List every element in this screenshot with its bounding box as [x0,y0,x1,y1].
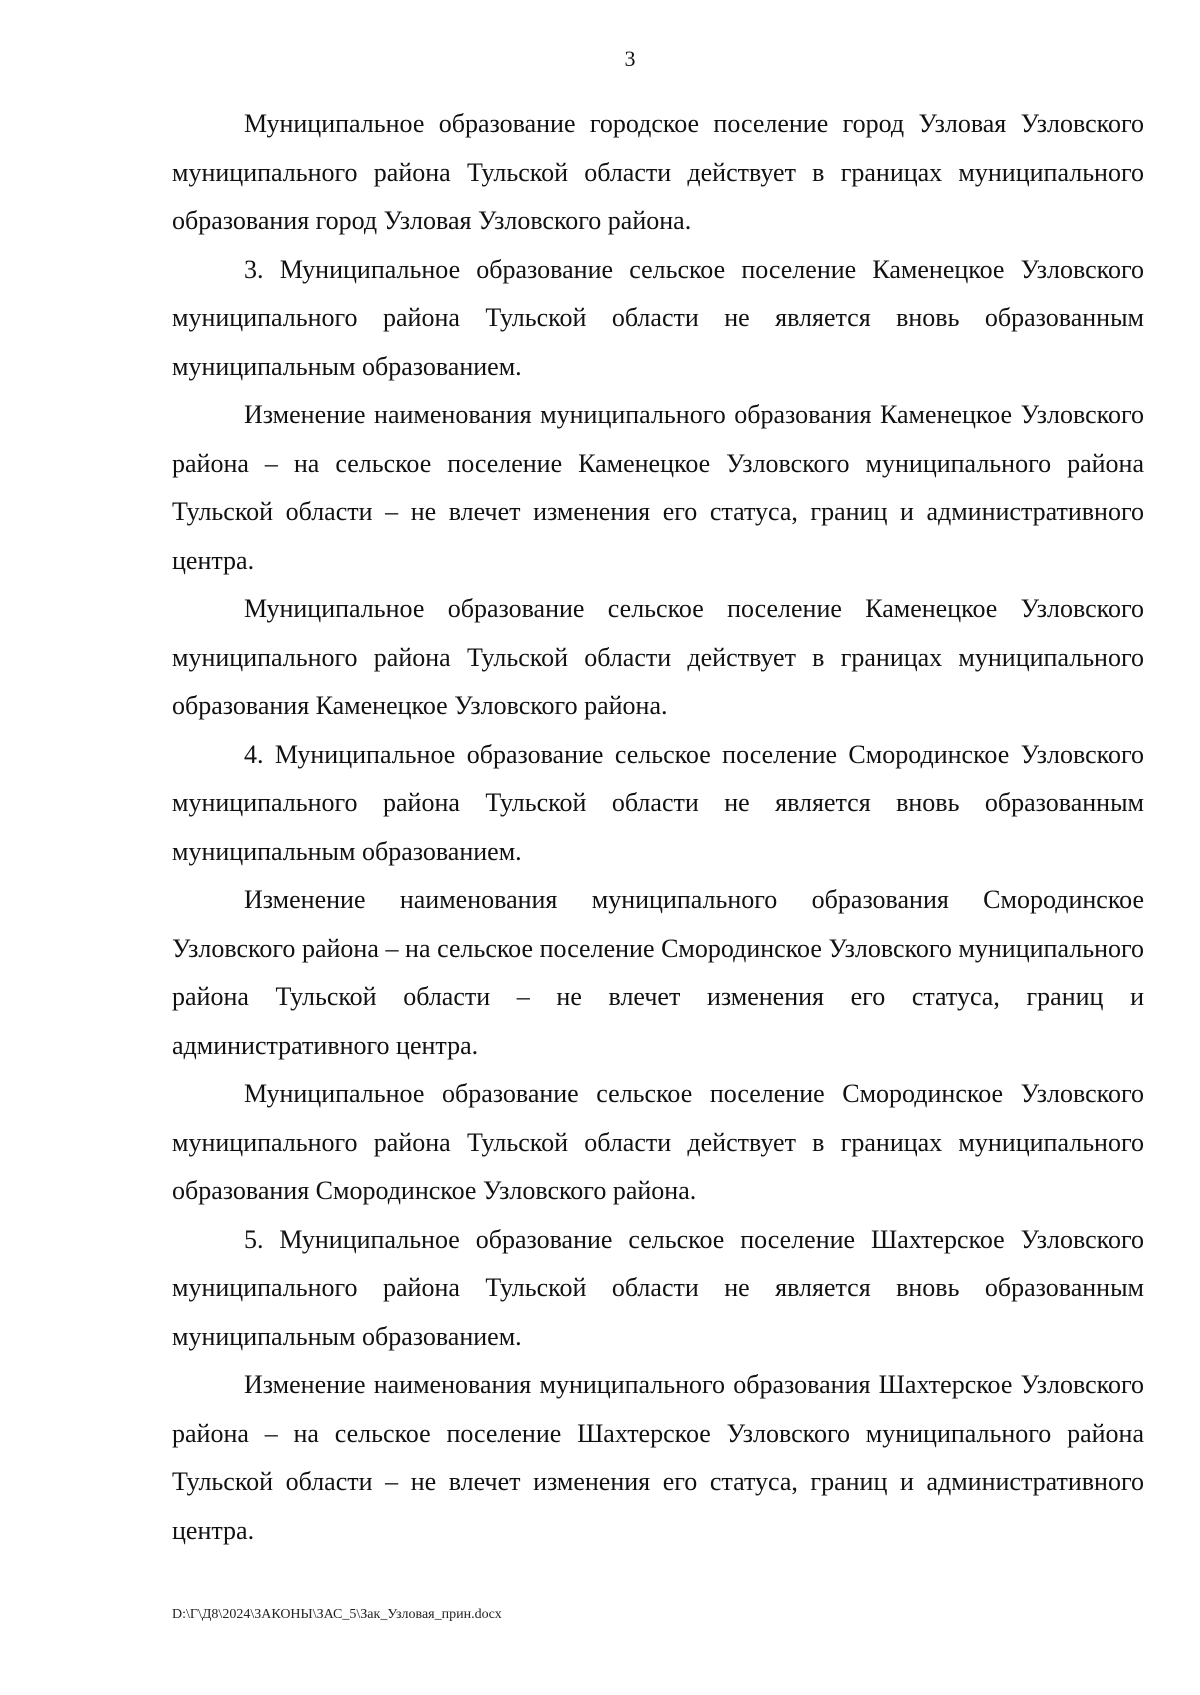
paragraph-item-5-shakhterskoe-status: 5. Муниципальное образование сельское поселение Шахтерское Узловского муниципального района Тульской области не является вновь образованным муниципальным образованием. [172,1224,1144,1351]
paragraph-shakhterskoe-name-change: Изменение наименования муниципального образования Шахтерское Узловского района – на сельское поселение Шахтерское Узловского муниципального района Тульской области – не влечет изменения его статуса, границ и административного центра. [172,1370,1144,1545]
document-body [172,100,1144,1555]
paragraph-item-4-smorodinskoe-status: 4. Муниципальное образование сельское поселение Смородинское Узловского муниципального района Тульской области не является вновь образованным муниципальным образованием. [172,739,1144,866]
paragraph-smorodinskoe-name-change: Изменение наименования муниципального образования Смородинское Узловского района – на сельское поселение Смородинское Узловского муниципального района Тульской области – не влечет изменения его статуса, границ и административного центра. [172,885,1144,1060]
page-number: 3 [624,46,636,71]
paragraph-kamenetskoe-borders: Муниципальное образование сельское поселение Каменецкое Узловского муниципального района Тульской области действует в границах муниципального образования Каменецкое Узловского района. [172,594,1144,720]
paragraph-gorod-uzlovaya-borders: Муниципальное образование городское поселение город Узловая Узловского муниципального района Тульской области действует в границах муниципального образования город Узловая Узловского района. [172,109,1144,235]
footer-file-path: D:\Г\Д8\2024\ЗАКОНЫ\ЗАС_5\Зак_Узловая_прин.docx [172,1607,502,1622]
paragraph-item-3-kamenetskoe-status: 3. Муниципальное образование сельское поселение Каменецкое Узловского муниципального района Тульской области не является вновь образованным муниципальным образованием. [172,254,1144,381]
paragraph-kamenetskoe-name-change: Изменение наименования муниципального образования Каменецкое Узловского района – на сельское поселение Каменецкое Узловского муниципального района Тульской области – не влечет изменения его статуса, границ и административного центра. [172,400,1144,575]
paragraph-smorodinskoe-borders: Муниципальное образование сельское поселение Смородинское Узловского муниципального района Тульской области действует в границах муниципального образования Смородинское Узловского района. [172,1079,1144,1205]
